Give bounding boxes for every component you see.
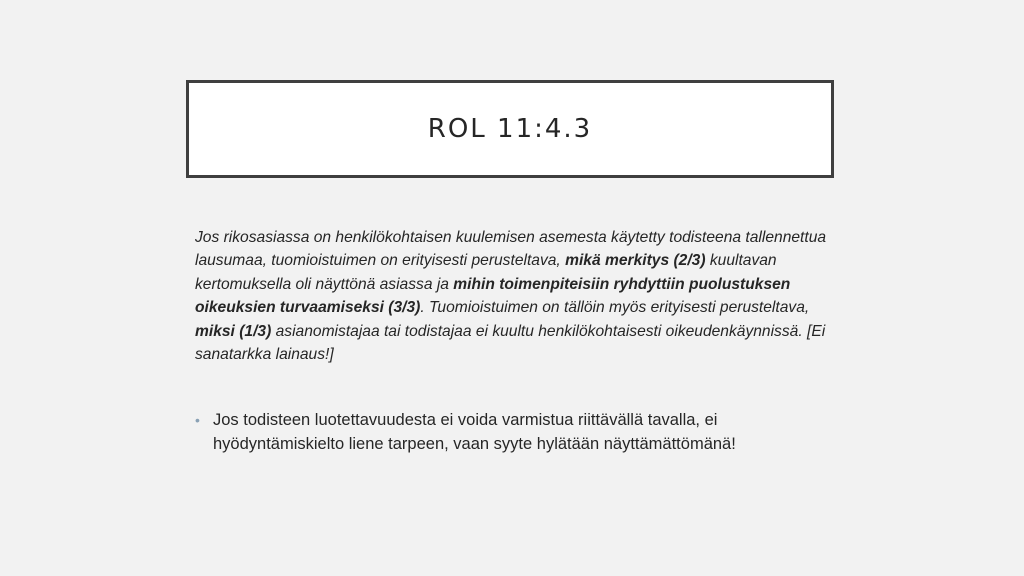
bullet-text: Jos todisteen luotettavuudesta ei voida varmistua riittävällä tavalla, ei hyödyntämiskielto liene tarpeen, vaan syyte hylätään näyttämättömänä! [213, 411, 736, 453]
bullet-item [195, 408, 835, 456]
quote-paragraph [195, 226, 845, 366]
slide-title: ROL 11:4.3 [427, 114, 593, 144]
bullet-dot-icon: • [195, 412, 200, 428]
quote-bold-2: mihin toimenpiteisiin ryhdyttiin puolustuksen oikeuksien turvaamiseksi (3/3) [195, 275, 791, 317]
bullet-list [195, 408, 835, 456]
title-box [186, 80, 834, 178]
quote-text-3: . Tuomioistuimen on tällöin myös erityisesti perusteltava, [420, 299, 810, 317]
quote-bold-3: miksi (1/3) [195, 322, 272, 340]
quote-bold-1: mikä merkitys (2/3) [565, 252, 706, 270]
quote-text-2: kuultavan kertomuksella oli näyttönä asiassa ja [195, 252, 777, 293]
quote-text-4: asianomistajaa tai todistajaa ei kuultu henkilökohtaisesti oikeudenkäynnissä. [Ei sanatarkka lainaus!] [195, 322, 826, 364]
quote-text-1: Jos rikosasiassa on henkilökohtaisen kuulemisen asemesta käytetty todisteena tallennettua lausumaa, tuomioistuimen on erityisesti perusteltava, [195, 229, 827, 270]
